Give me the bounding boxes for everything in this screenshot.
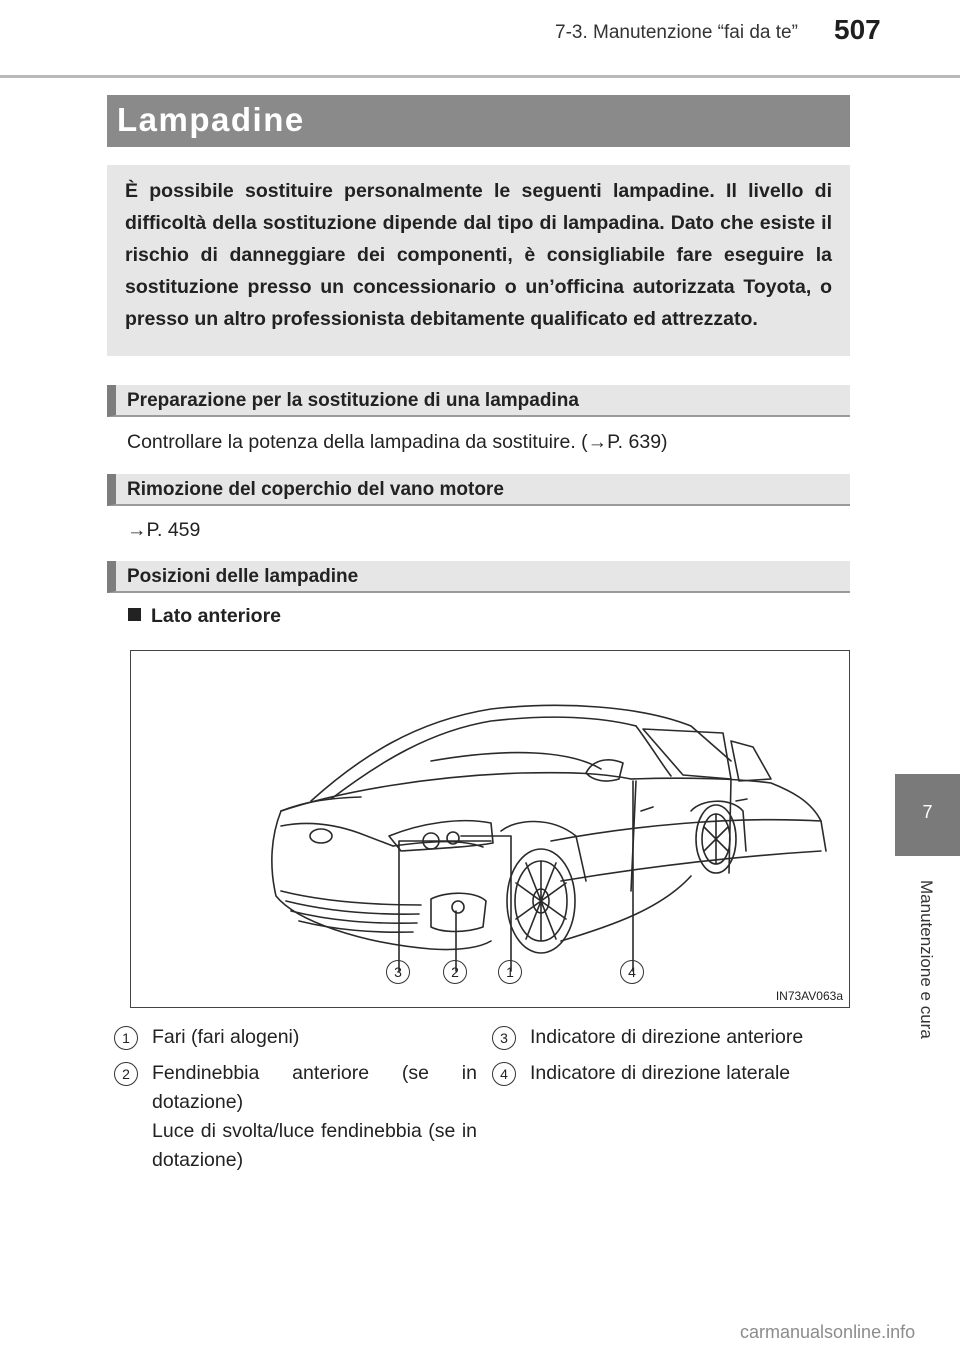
- watermark: carmanualsonline.info: [740, 1322, 916, 1342]
- intro-text: È possibile sostituire personalmente le seguenti lampadine. Il livello di difficoltà della sostituzione dipende dal tipo di lampadina. Dato che esiste il rischio di danneggiare dei componenti, è consigliabile fare eseguire la sostituzione presso un concessionario o un’officina autorizzata Toyota, o presso un altro professionista debitamente qualificato ed attrezzato.: [125, 180, 832, 330]
- header-section-title: 7-3. Manutenzione “fai da te”: [555, 22, 798, 43]
- subheading-bulb-positions: [107, 561, 850, 593]
- engine-cover-reference: →P. 459: [127, 519, 201, 541]
- header-rule: [0, 75, 960, 78]
- figure-code: IN73AV063a: [775, 989, 843, 1003]
- chapter-number: 7: [922, 802, 933, 822]
- subheading-engine-cover: [107, 474, 850, 506]
- page-number: 507: [834, 14, 881, 45]
- legend-number-1: 1: [114, 1026, 138, 1050]
- legend-item-2-line1: Fendinebbia anteriore (se in dotazione): [152, 1062, 477, 1113]
- subheading-preparation-label: Preparazione per la sostituzione di una lampadina: [127, 390, 579, 411]
- subheading-preparation: [107, 385, 850, 417]
- page-title-bar: [107, 95, 850, 147]
- front-side-label: Lato anteriore: [151, 605, 282, 627]
- car-illustration: [131, 651, 848, 1006]
- legend-number-4: 4: [492, 1062, 516, 1086]
- intro-box: [107, 165, 850, 356]
- preparation-text: Controllare la potenza della lampadina da sostituire. (→P. 639): [127, 431, 668, 453]
- chapter-side-label: Manutenzione e cura: [917, 880, 936, 1039]
- legend-item-1: Fari (fari alogeni): [152, 1026, 300, 1048]
- car-front-figure: [130, 650, 850, 1008]
- legend-number-2: 2: [114, 1062, 138, 1086]
- figure-callout-1: 1: [498, 960, 522, 984]
- front-side-heading: [128, 605, 281, 628]
- page-title: Lampadine: [117, 101, 305, 138]
- legend-item-2: [152, 1059, 477, 1175]
- legend-item-4: Indicatore di direzione laterale: [530, 1062, 791, 1084]
- figure-callout-2: 2: [443, 960, 467, 984]
- figure-callout-3: 3: [386, 960, 410, 984]
- legend-number-3: 3: [492, 1026, 516, 1050]
- legend-item-2-line2: Luce di svolta/luce fendinebbia (se in dotazione): [152, 1120, 477, 1171]
- chapter-tab: [895, 774, 960, 856]
- legend-item-3: Indicatore di direzione anteriore: [530, 1026, 804, 1048]
- figure-callout-4: 4: [620, 960, 644, 984]
- subheading-engine-cover-label: Rimozione del coperchio del vano motore: [127, 479, 504, 500]
- square-bullet-icon: [128, 608, 141, 621]
- subheading-bulb-positions-label: Posizioni delle lampadine: [127, 566, 359, 587]
